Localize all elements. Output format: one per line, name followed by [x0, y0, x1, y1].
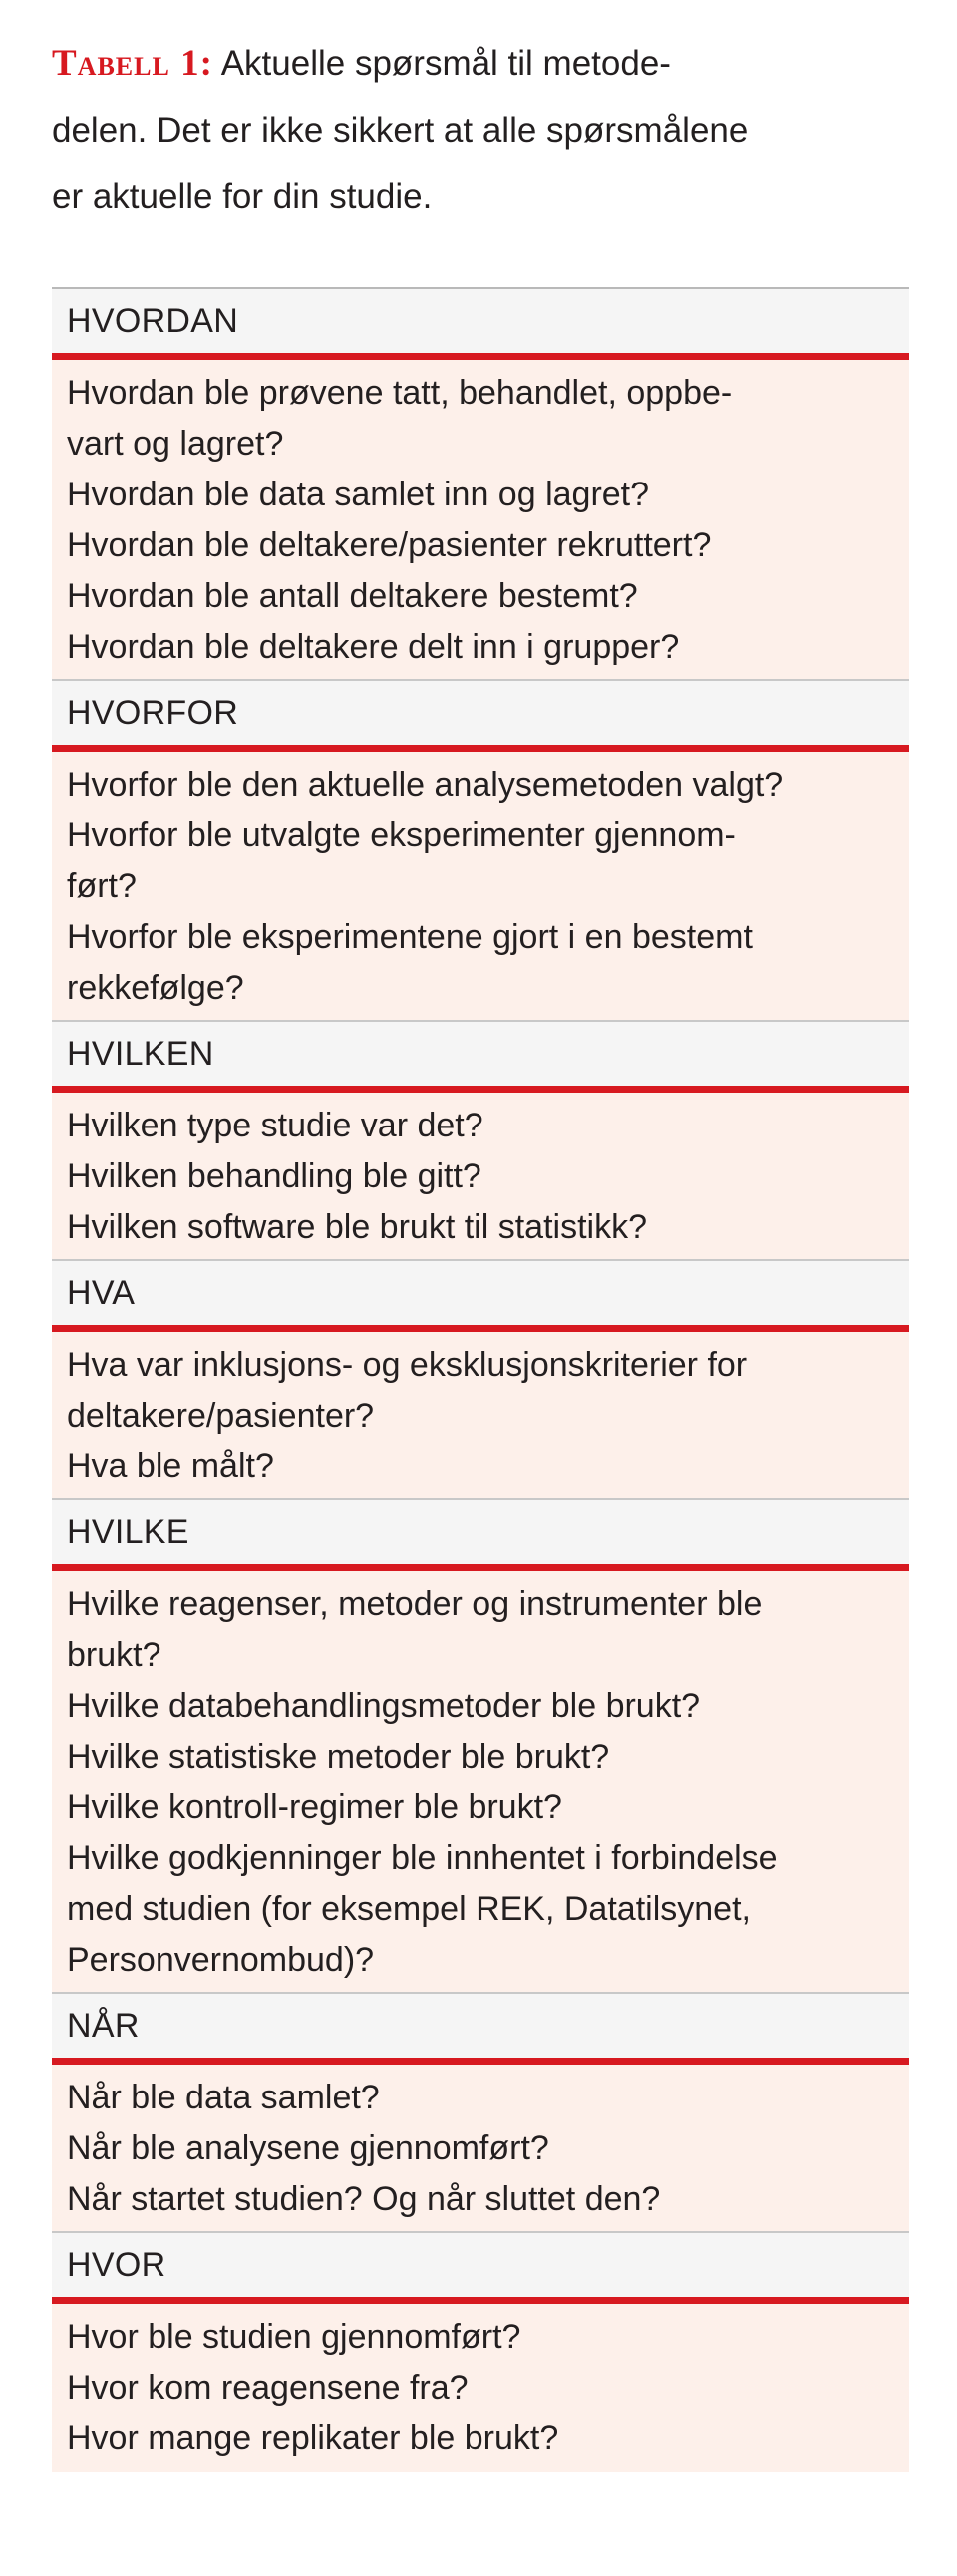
- question-line: Hvordan ble data samlet inn og lagret?: [67, 476, 650, 513]
- question-line: Personvernombud)?: [67, 1941, 375, 1979]
- question-line: med studien (for eksempel REK, Datatilsynet,: [67, 1890, 751, 1928]
- caption-line: delen. Det er ikke sikkert at alle spørsmålene: [52, 111, 749, 150]
- section-body-hvilken: [52, 1093, 909, 1261]
- question-line: Hvorfor ble eksperimentene gjort i en bestemt: [67, 918, 753, 956]
- section-body-hvordan: [52, 360, 909, 681]
- section-header-naar: NÅR: [52, 1994, 909, 2058]
- question-line: Hva ble målt?: [67, 1448, 274, 1485]
- section-header-hvilken: HVILKEN: [52, 1022, 909, 1086]
- question-line: Hvor mange replikater ble brukt?: [67, 2419, 559, 2457]
- caption-line: er aktuelle for din studie.: [52, 177, 433, 216]
- caption-label: Tabell 1:: [52, 43, 213, 84]
- question-line: vart og lagret?: [67, 425, 284, 463]
- question-line: Hvordan ble antall deltakere bestemt?: [67, 577, 638, 615]
- question-line: Hvordan ble deltakere/pasienter rekruttert?: [67, 526, 712, 564]
- section-header-hvor: HVOR: [52, 2233, 909, 2297]
- question-line: Hvordan ble deltakere delt inn i grupper?: [67, 628, 680, 666]
- question-line: Når ble data samlet?: [67, 2079, 380, 2116]
- section-divider: [52, 353, 909, 360]
- question-line: Hvordan ble prøvene tatt, behandlet, oppbe-: [67, 374, 733, 412]
- section-divider: [52, 2297, 909, 2304]
- question-line: Hvilke godkjenninger ble innhentet i forbindelse: [67, 1839, 778, 1877]
- question-line: Hvilke databehandlingsmetoder ble brukt?: [67, 1687, 701, 1725]
- question-line: Hvorfor ble utvalgte eksperimenter gjennom-: [67, 816, 736, 854]
- question-line: Hva var inklusjons- og eksklusjonskriterier for: [67, 1346, 748, 1384]
- question-line: deltakere/pasienter?: [67, 1397, 375, 1435]
- question-line: Hvilke reagenser, metoder og instrumenter ble: [67, 1585, 763, 1623]
- section-body-hvilke: [52, 1571, 909, 1994]
- question-line: Hvilken type studie var det?: [67, 1107, 483, 1144]
- table-caption: [52, 30, 909, 230]
- section-body-hvorfor: [52, 752, 909, 1022]
- question-line: brukt?: [67, 1636, 161, 1674]
- section-divider: [52, 1086, 909, 1093]
- question-line: Hvorfor ble den aktuelle analysemetoden valgt?: [67, 766, 784, 804]
- question-line: Hvilke kontroll-regimer ble brukt?: [67, 1788, 562, 1826]
- question-line: Hvor ble studien gjennomført?: [67, 2318, 521, 2356]
- section-divider: [52, 745, 909, 752]
- section-body-hvor: [52, 2304, 909, 2472]
- question-line: Når ble analysene gjennomført?: [67, 2129, 549, 2167]
- section-divider: [52, 2058, 909, 2065]
- section-header-hvilke: HVILKE: [52, 1500, 909, 1564]
- question-line: Hvilke statistiske metoder ble brukt?: [67, 1738, 610, 1775]
- section-header-hva: HVA: [52, 1261, 909, 1325]
- section-divider: [52, 1325, 909, 1332]
- question-line: Hvilken software ble brukt til statistikk?: [67, 1208, 647, 1246]
- question-line: Når startet studien? Og når sluttet den?: [67, 2180, 661, 2218]
- question-line: Hvilken behandling ble gitt?: [67, 1157, 481, 1195]
- caption-line: Aktuelle spørsmål til metode-: [212, 44, 671, 83]
- question-line: rekkefølge?: [67, 969, 244, 1007]
- section-body-hva: [52, 1332, 909, 1500]
- section-header-hvorfor: HVORFOR: [52, 681, 909, 745]
- question-line: ført?: [67, 867, 137, 905]
- questions-table: [52, 287, 909, 2472]
- section-header-hvordan: HVORDAN: [52, 289, 909, 353]
- section-body-naar: [52, 2065, 909, 2233]
- section-divider: [52, 1564, 909, 1571]
- question-line: Hvor kom reagensene fra?: [67, 2369, 469, 2407]
